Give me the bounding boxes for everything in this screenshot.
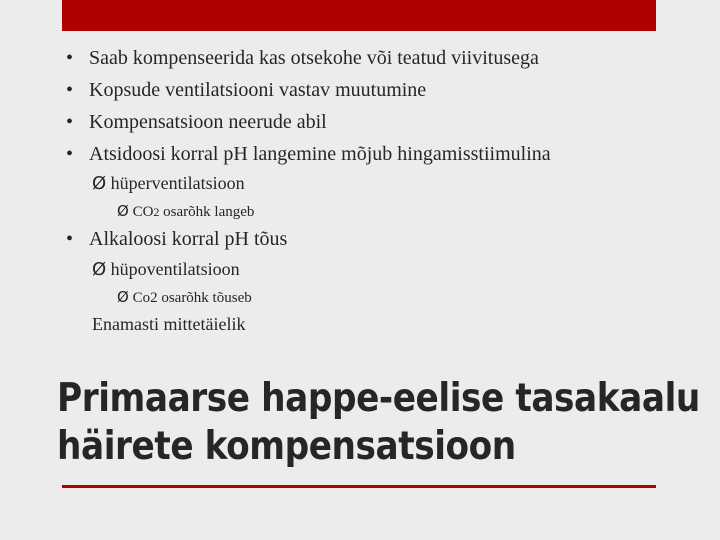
arrow-icon: Ø xyxy=(117,288,129,306)
title-line-2: häirete kompensatsioon xyxy=(57,424,516,469)
bullet-marker: • xyxy=(66,143,74,165)
co2-suffix: osarõhk langeb xyxy=(159,204,255,220)
subsub-bullet-co2-rises xyxy=(117,288,252,307)
bullet-text: Kompensatsioon neerude abil xyxy=(89,111,327,133)
co2-subscript: 2 xyxy=(153,205,160,219)
slide-title xyxy=(57,375,700,471)
bullet-marker: • xyxy=(66,111,74,133)
bullet-item xyxy=(0,47,720,71)
sub-bullet-hypoventilation xyxy=(92,259,240,280)
bullet-marker: • xyxy=(66,228,74,250)
bullet-text: Alkaloosi korral pH tõus xyxy=(89,228,288,250)
subsub-bullet-co2-falls xyxy=(117,202,254,221)
subsub-bullet-text: Co2 osarõhk tõuseb xyxy=(132,290,252,306)
title-line-1: Primaarse happe-eelise tasakaalu xyxy=(57,376,700,421)
arrow-icon: Ø xyxy=(117,202,129,220)
bullet-item xyxy=(0,228,720,252)
sub-bullet-text: hüperventilatsioon xyxy=(110,173,245,193)
bullet-text: Atsidoosi korral pH langemine mõjub hingamisstiimulina xyxy=(89,143,551,165)
bullet-item xyxy=(0,143,720,167)
arrow-icon: Ø xyxy=(92,173,107,194)
sub-bullet-text: hüpoventilatsioon xyxy=(110,259,240,279)
arrow-icon: Ø xyxy=(92,259,107,280)
bullet-item xyxy=(0,79,720,103)
bullet-text: Kopsude ventilatsiooni vastav muutumine xyxy=(89,79,427,101)
bullet-item xyxy=(0,111,720,135)
title-underline xyxy=(62,485,656,488)
sub-bullet-hyperventilation xyxy=(92,173,245,194)
bullet-marker: • xyxy=(66,47,74,69)
bullet-marker: • xyxy=(66,79,74,101)
note-text: Enamasti mittetäielik xyxy=(92,314,246,334)
co2-prefix: CO xyxy=(132,204,154,220)
bullet-text: Saab kompenseerida kas otsekohe või teatud viivitusega xyxy=(89,47,539,69)
